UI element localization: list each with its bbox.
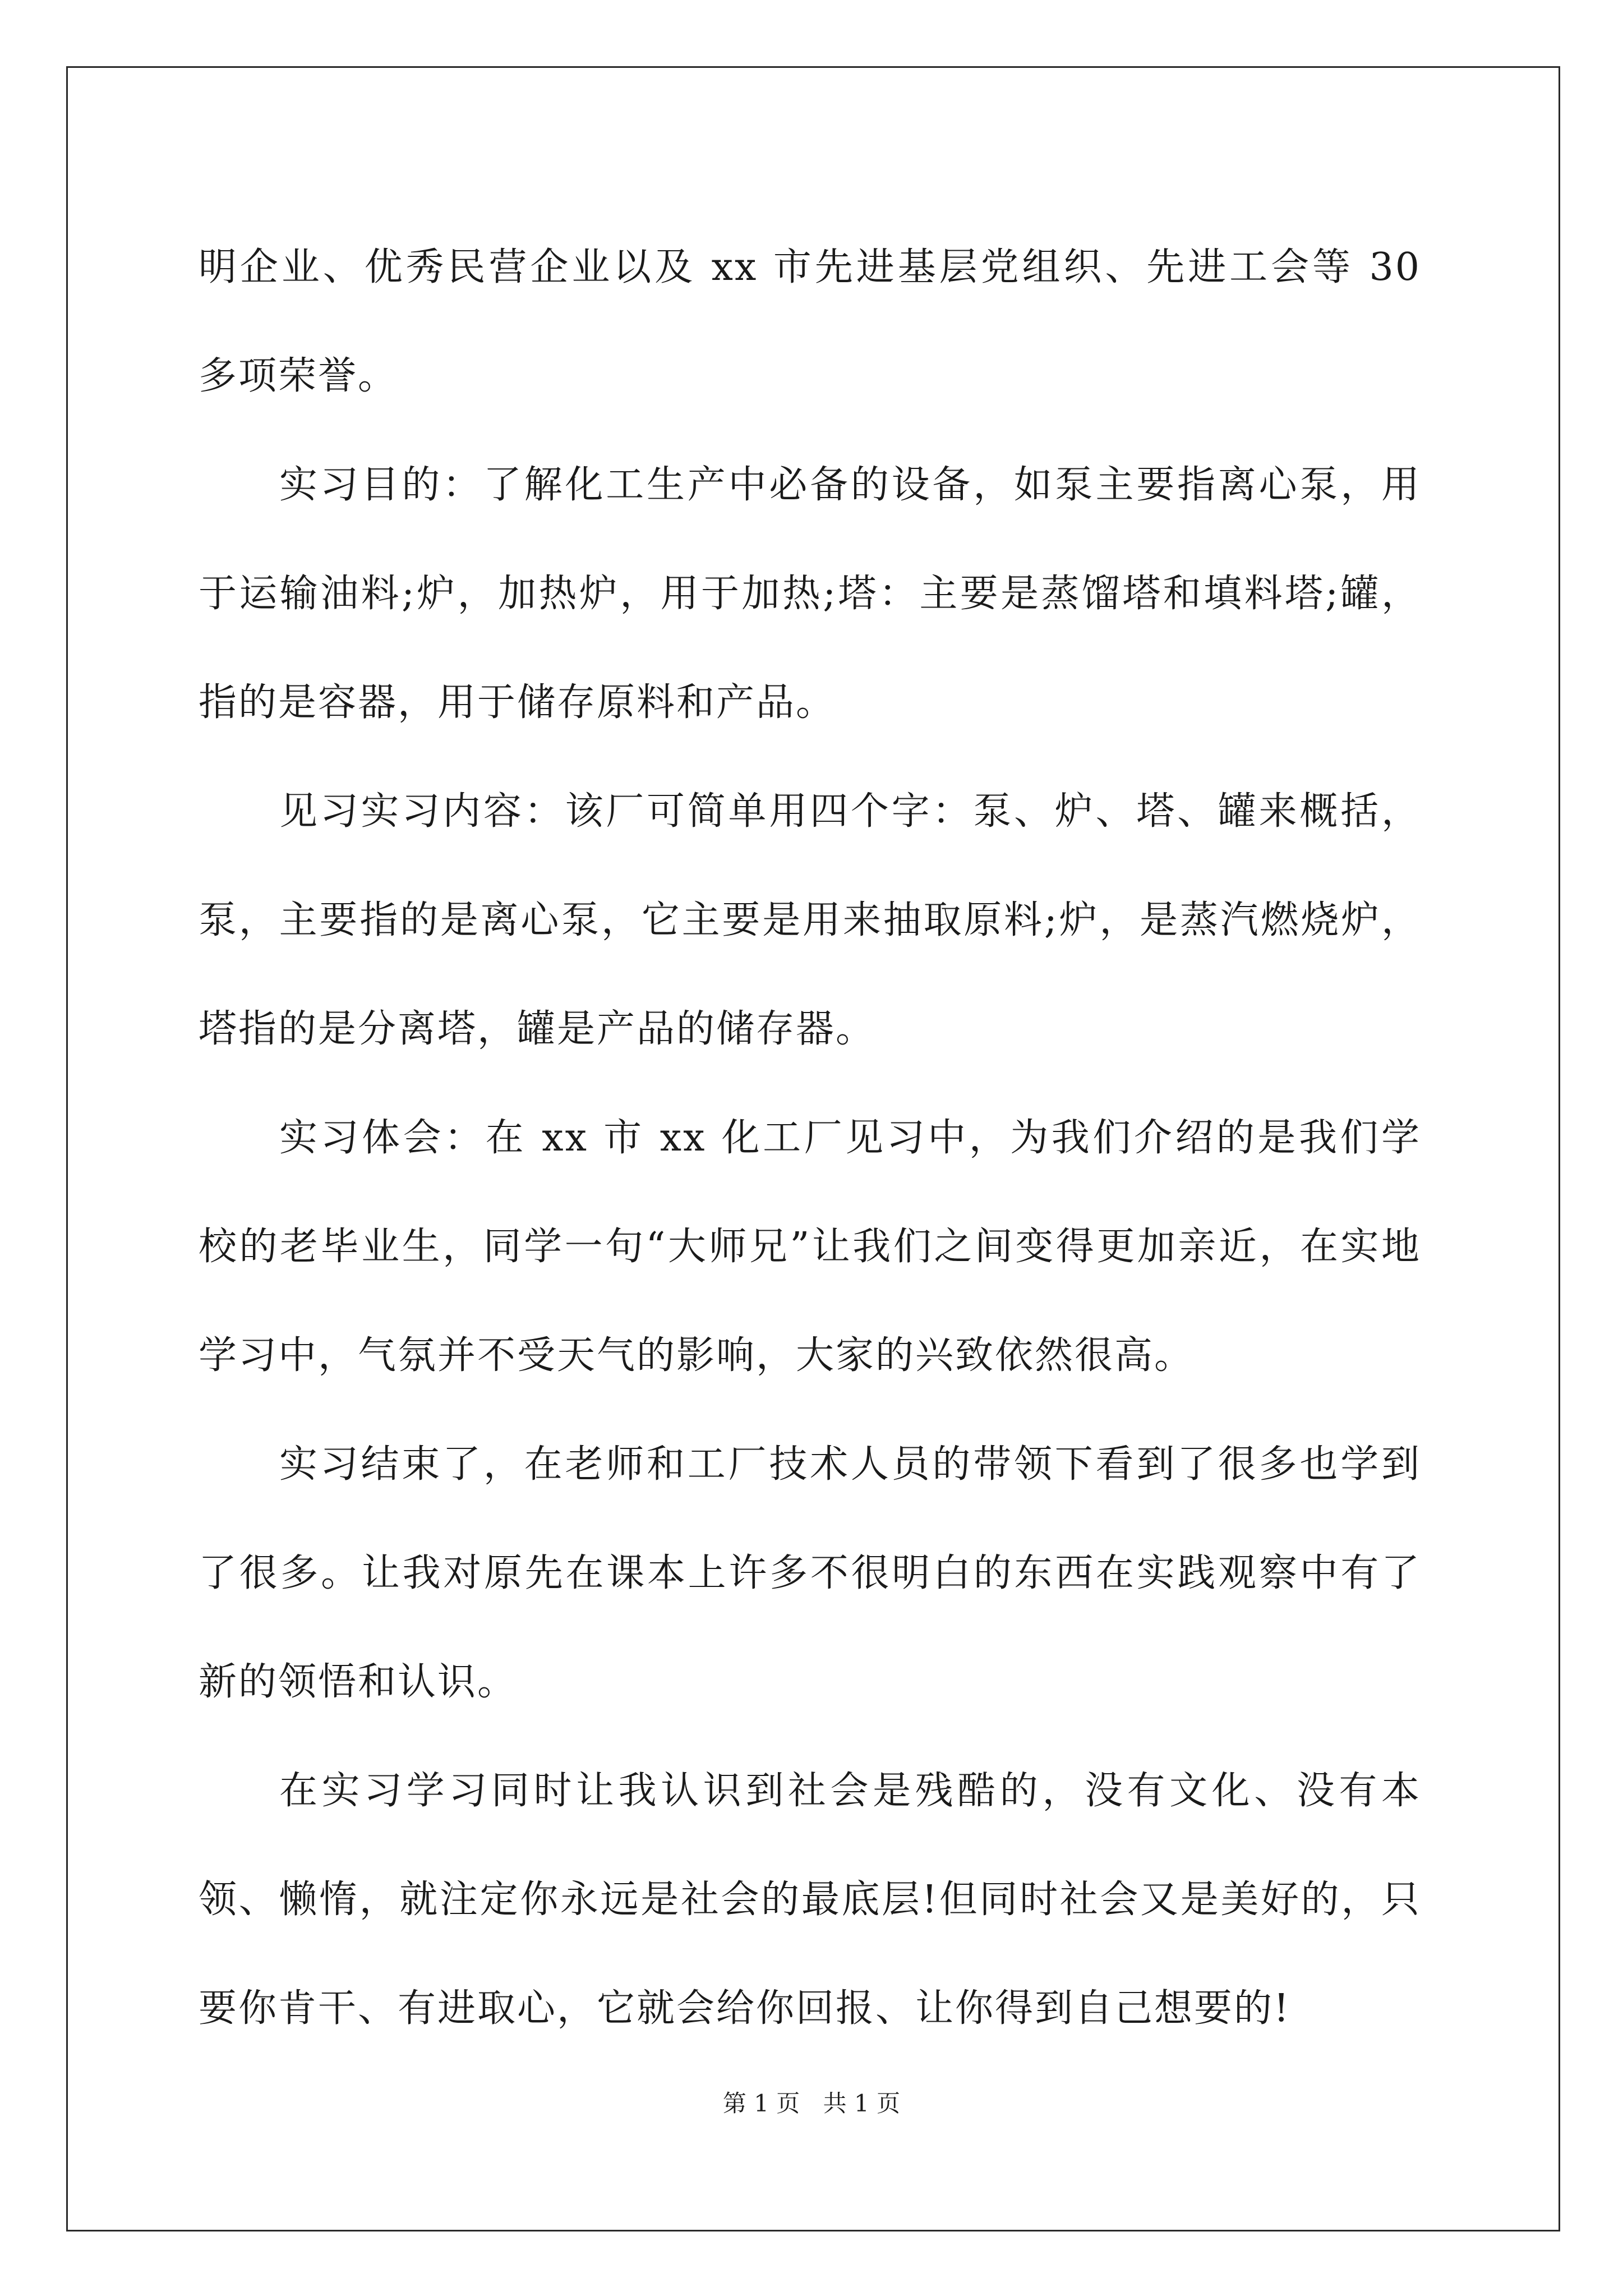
paragraph-2: 实习目的：了解化工生产中必备的设备，如泵主要指离心泵，用于运输油料;炉，加热炉，用于加热;塔：主要是蒸馏塔和填料塔;罐，指的是容器，用于储存原料和产品。: [199, 463, 1421, 725]
page-number-total: 共 1 页: [823, 2090, 901, 2117]
paragraph-6: 在实习学习同时让我认识到社会是残酷的，没有文化、没有本领、懒惰，就注定你永远是社会的最底层!但同时社会又是美好的，只要你肯干、有进取心，它就会给你回报、让你得到自己想要的!: [199, 1769, 1421, 2031]
paragraph-3: 见习实习内容：该厂可简单用四个字：泵、炉、塔、罐来概括，泵，主要指的是离心泵，它主要是用来抽取原料;炉，是蒸汽燃烧炉，塔指的是分离塔，罐是产品的储存器。: [199, 789, 1421, 1051]
paragraph-1: 明企业、优秀民营企业以及 xx 市先进基层党组织、先进工会等 30 多项荣誉。: [199, 245, 1421, 398]
paragraph-5: 实习结束了，在老师和工厂技术人员的带领下看到了很多也学到了很多。让我对原先在课本上许多不很明白的东西在实践观察中有了新的领悟和认识。: [199, 1442, 1421, 1704]
page-number-current: 第 1 页: [722, 2090, 800, 2117]
paragraph-4: 实习体会：在 xx 市 xx 化工厂见习中，为我们介绍的是我们学校的老毕业生，同学一句“大师兄”让我们之间变得更加亲近，在实地学习中，气氛并不受天气的影响，大家的兴致依然很高。: [199, 1116, 1421, 1378]
page-footer: [0, 2087, 1623, 2120]
document-body: [199, 213, 1421, 2063]
